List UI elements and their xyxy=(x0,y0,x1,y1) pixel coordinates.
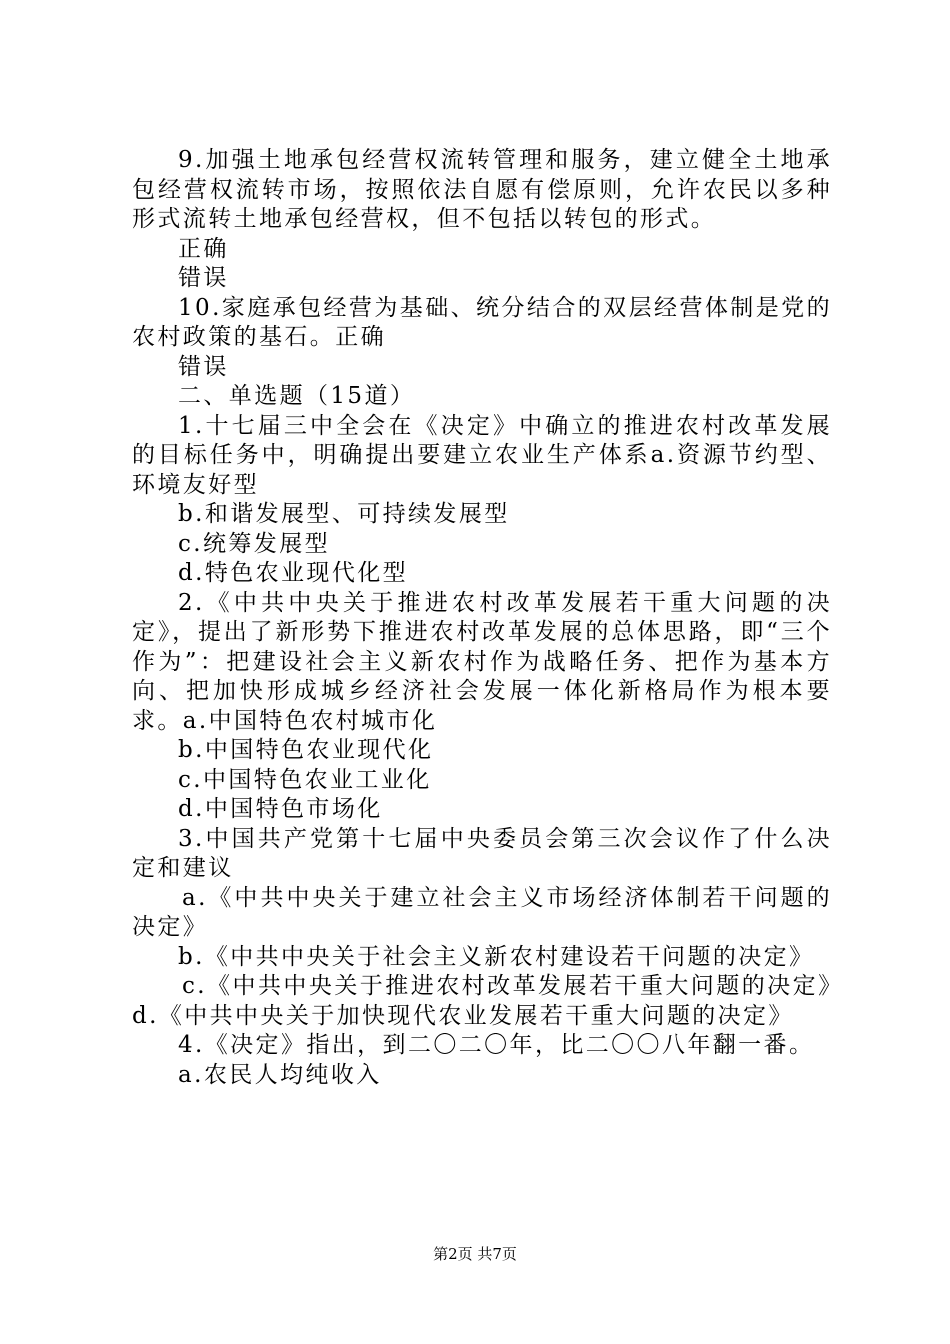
section-heading: 二、单选题（15道） xyxy=(178,383,416,409)
option-false: 错误 xyxy=(178,265,229,291)
option-c-d: c.《中共中央关于推进农村改革发展若干重大问题的决定》d.《中共中央关于加快现代农业发展若干重大问题的决定》 xyxy=(132,973,832,1029)
question-10: 10.家庭承包经营为基础、统分结合的双层经营体制是党的农村政策的基石。正确 xyxy=(132,294,832,350)
option-b: b.中国特色农业现代化 xyxy=(178,737,434,763)
document-body xyxy=(132,146,832,1090)
option-c: c.中国特色农业工业化 xyxy=(178,766,432,793)
question-9: 9.加强土地承包经营权流转管理和服务，建立健全土地承包经营权流转市场，按照依法自愿有偿原则，允许农民以多种形式流转土地承包经营权，但不包括以转包的形式。 xyxy=(132,147,832,232)
option-c: c.统筹发展型 xyxy=(178,530,330,557)
single-choice-4: 4.《决定》指出，到二〇二〇年，比二〇〇八年翻一番。 xyxy=(178,1032,815,1058)
page-number-footer: 第2页 共7页 xyxy=(433,1245,517,1263)
option-false: 错误 xyxy=(178,353,229,380)
option-a: a.农民人均纯收入 xyxy=(178,1061,382,1088)
option-d: d.中国特色市场化 xyxy=(178,796,383,822)
option-b: b.《中共中央关于社会主义新农村建设若干问题的决定》 xyxy=(178,943,815,970)
option-d: d.特色农业现代化型 xyxy=(178,560,409,586)
option-a: a.《中共中央关于建立社会主义市场经济体制若干问题的决定》 xyxy=(132,884,832,940)
option-true: 正确 xyxy=(178,235,229,262)
single-choice-2: 2.《中共中央关于推进农村改革发展若干重大问题的决定》，提出了新形势下推进农村改革发展的总体思路，即“三个作为”：把建设社会主义新农村作为战略任务、把作为基本方向、把加快形成城乡经济社会发展一体化新格局作为根本要求。a.中国特色农村城市化 xyxy=(132,589,832,734)
single-choice-1: 1.十七届三中全会在《决定》中确立的推进农村改革发展的目标任务中，明确提出要建立农业生产体系a.资源节约型、环境友好型 xyxy=(132,412,832,498)
single-choice-3: 3.中国共产党第十七届中央委员会第三次会议作了什么决定和建议 xyxy=(132,825,832,881)
option-b: b.和谐发展型、可持续发展型 xyxy=(178,501,510,527)
